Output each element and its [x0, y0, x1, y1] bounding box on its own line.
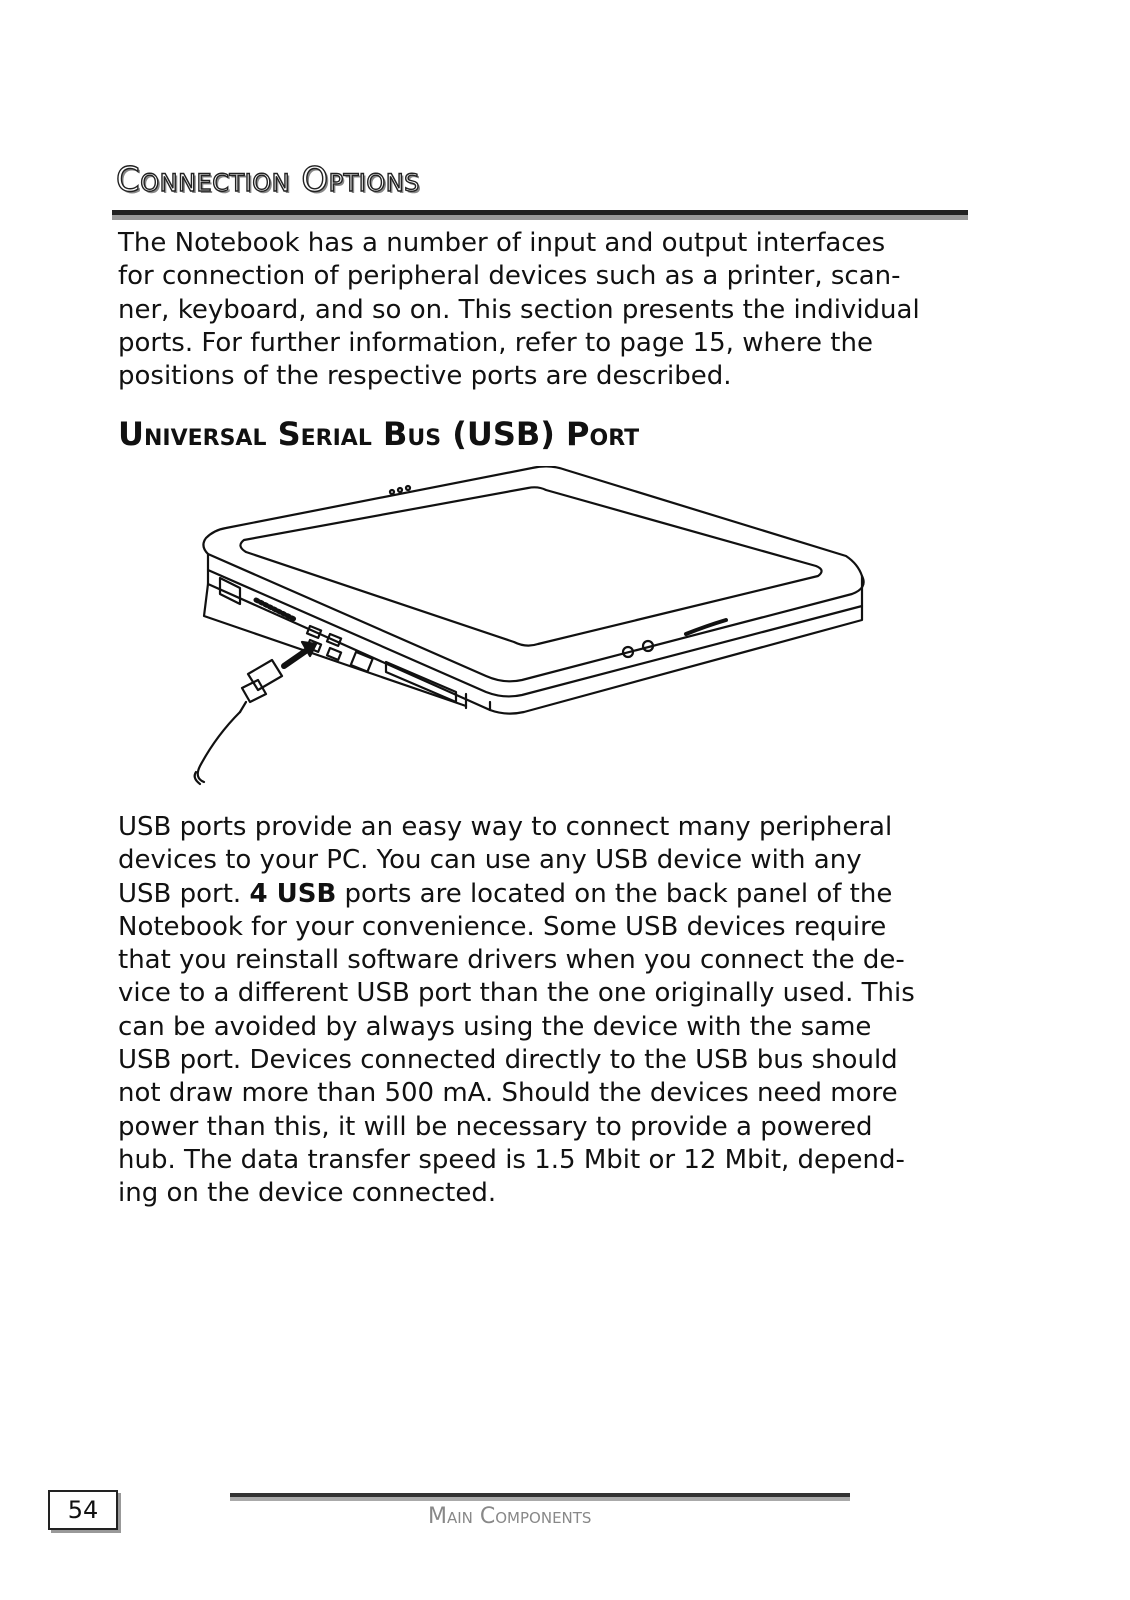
body-line: USB ports provide an easy way to connect many peripheral	[118, 812, 893, 842]
body-line: devices to your PC. You can use any USB device with any	[118, 845, 862, 876]
body-line	[118, 878, 978, 911]
page-number: 54	[48, 1490, 118, 1530]
intro-paragraph	[118, 227, 978, 393]
body-line: can be avoided by always using the device with the same	[118, 1011, 872, 1042]
usb-count-emphasis: 4 USB	[249, 878, 337, 909]
notebook-usb-illustration	[186, 466, 886, 796]
body-line: power than this, it will be necessary to provide a powered	[118, 1111, 873, 1142]
body-text: ports are located on the back panel of the	[336, 878, 893, 909]
body-line: ing on the device connected.	[118, 1178, 497, 1209]
usb-description	[118, 811, 978, 1211]
footer-label: Main Components	[428, 1504, 592, 1529]
body-line: USB port. Devices connected directly to the USB bus should	[118, 1045, 898, 1076]
body-line: Notebook for your convenience. Some USB devices require	[118, 911, 887, 942]
intro-line: The Notebook has a number of input and output interfaces	[118, 228, 886, 258]
body-text: USB port.	[118, 878, 250, 909]
section-title: Connection Options	[116, 160, 420, 200]
body-line: not draw more than 500 mA. Should the devices need more	[118, 1078, 898, 1109]
title-rule	[112, 210, 968, 220]
body-line: hub. The data transfer speed is 1.5 Mbit or 12 Mbit, depend-	[118, 1144, 905, 1175]
subsection-title: Universal Serial Bus (USB) Port	[118, 415, 640, 453]
intro-line: positions of the respective ports are described.	[118, 361, 732, 392]
body-line: vice to a different USB port than the one originally used. This	[118, 978, 915, 1009]
body-line: that you reinstall software drivers when you connect the de-	[118, 945, 905, 976]
footer-rule	[230, 1493, 850, 1501]
intro-line: ports. For further information, refer to page 15, where the	[118, 327, 873, 358]
intro-line: for connection of peripheral devices such as a printer, scan-	[118, 261, 901, 292]
intro-line: ner, keyboard, and so on. This section presents the individual	[118, 294, 920, 325]
